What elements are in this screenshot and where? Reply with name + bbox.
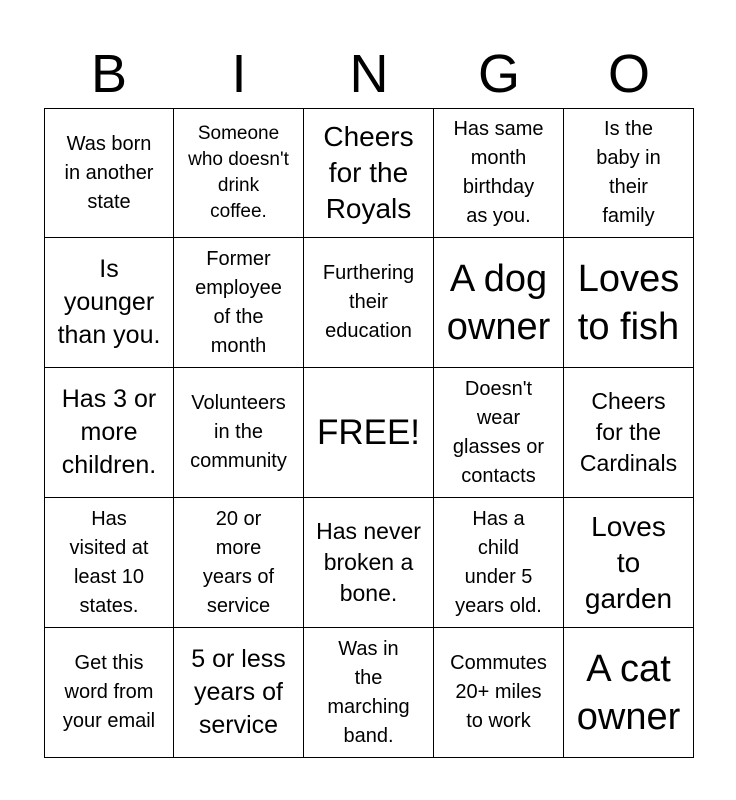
bingo-header bbox=[44, 40, 694, 108]
bingo-cell[interactable] bbox=[44, 238, 174, 368]
bingo-cell[interactable] bbox=[564, 238, 694, 368]
bingo-cell[interactable] bbox=[434, 498, 564, 628]
header-letter-o: O bbox=[607, 44, 650, 104]
bingo-cell[interactable] bbox=[174, 238, 304, 368]
free-space-cell[interactable] bbox=[304, 368, 434, 498]
bingo-cell[interactable] bbox=[564, 368, 694, 498]
bingo-cell[interactable] bbox=[304, 108, 434, 238]
bingo-cell[interactable] bbox=[174, 108, 304, 238]
cell-text: Cheers for the Royals bbox=[323, 121, 414, 224]
cell-text: Loves to garden bbox=[584, 510, 673, 614]
bingo-cell[interactable] bbox=[434, 108, 564, 238]
bingo-cell[interactable] bbox=[564, 628, 694, 758]
cell-text: Volunteers in the community bbox=[190, 392, 287, 472]
cell-text: Loves to fish bbox=[577, 257, 680, 348]
cell-text: Is younger than you. bbox=[57, 255, 161, 349]
cell-text: Has 3 or more children. bbox=[61, 385, 157, 479]
bingo-cell[interactable] bbox=[44, 368, 174, 498]
cell-text: Furthering their education bbox=[322, 262, 415, 342]
cell-text: Was in the marching band. bbox=[327, 637, 410, 747]
cell-text: Has same month birthday as you. bbox=[453, 118, 544, 227]
cell-text: Has visited at least 10 states. bbox=[69, 507, 149, 617]
cell-text: Doesn't wear glasses or contacts bbox=[452, 377, 545, 487]
cell-text: Cheers for the Cardinals bbox=[579, 388, 678, 476]
bingo-cell[interactable] bbox=[174, 368, 304, 498]
cell-text: 5 or less years of service bbox=[191, 645, 286, 739]
cell-text: A cat owner bbox=[576, 647, 681, 738]
bingo-cell[interactable] bbox=[174, 628, 304, 758]
cell-text: Is the baby in their family bbox=[596, 118, 661, 227]
bingo-cell[interactable] bbox=[304, 238, 434, 368]
bingo-cell[interactable] bbox=[434, 238, 564, 368]
cell-text: Was born in another state bbox=[64, 132, 154, 213]
bingo-cell[interactable] bbox=[174, 498, 304, 628]
bingo-cell[interactable] bbox=[564, 108, 694, 238]
bingo-cell[interactable] bbox=[434, 368, 564, 498]
bingo-cell[interactable] bbox=[44, 628, 174, 758]
bingo-cell[interactable] bbox=[44, 108, 174, 238]
header-letter-g: G bbox=[477, 44, 520, 104]
header-letter-n: N bbox=[349, 44, 389, 104]
header-letter-b: B bbox=[90, 44, 128, 104]
bingo-cell[interactable] bbox=[44, 498, 174, 628]
cell-text: Has never broken a bone. bbox=[316, 518, 421, 606]
cell-text: Get this word from your email bbox=[62, 652, 156, 732]
cell-text: Has a child under 5 years old. bbox=[455, 507, 542, 617]
cell-text: FREE! bbox=[316, 413, 421, 452]
bingo-cell[interactable] bbox=[434, 628, 564, 758]
cell-text: Former employee of the month bbox=[195, 247, 282, 357]
cell-text: Commutes 20+ miles to work bbox=[450, 652, 547, 732]
bingo-cell[interactable] bbox=[564, 498, 694, 628]
bingo-cell[interactable] bbox=[304, 498, 434, 628]
cell-text: Someone who doesn't drink coffee. bbox=[188, 123, 289, 222]
bingo-board bbox=[44, 108, 694, 758]
cell-text: 20 or more years of service bbox=[202, 507, 275, 617]
cell-text: A dog owner bbox=[446, 257, 551, 348]
bingo-cell[interactable] bbox=[304, 628, 434, 758]
header-letter-i: I bbox=[231, 44, 247, 104]
